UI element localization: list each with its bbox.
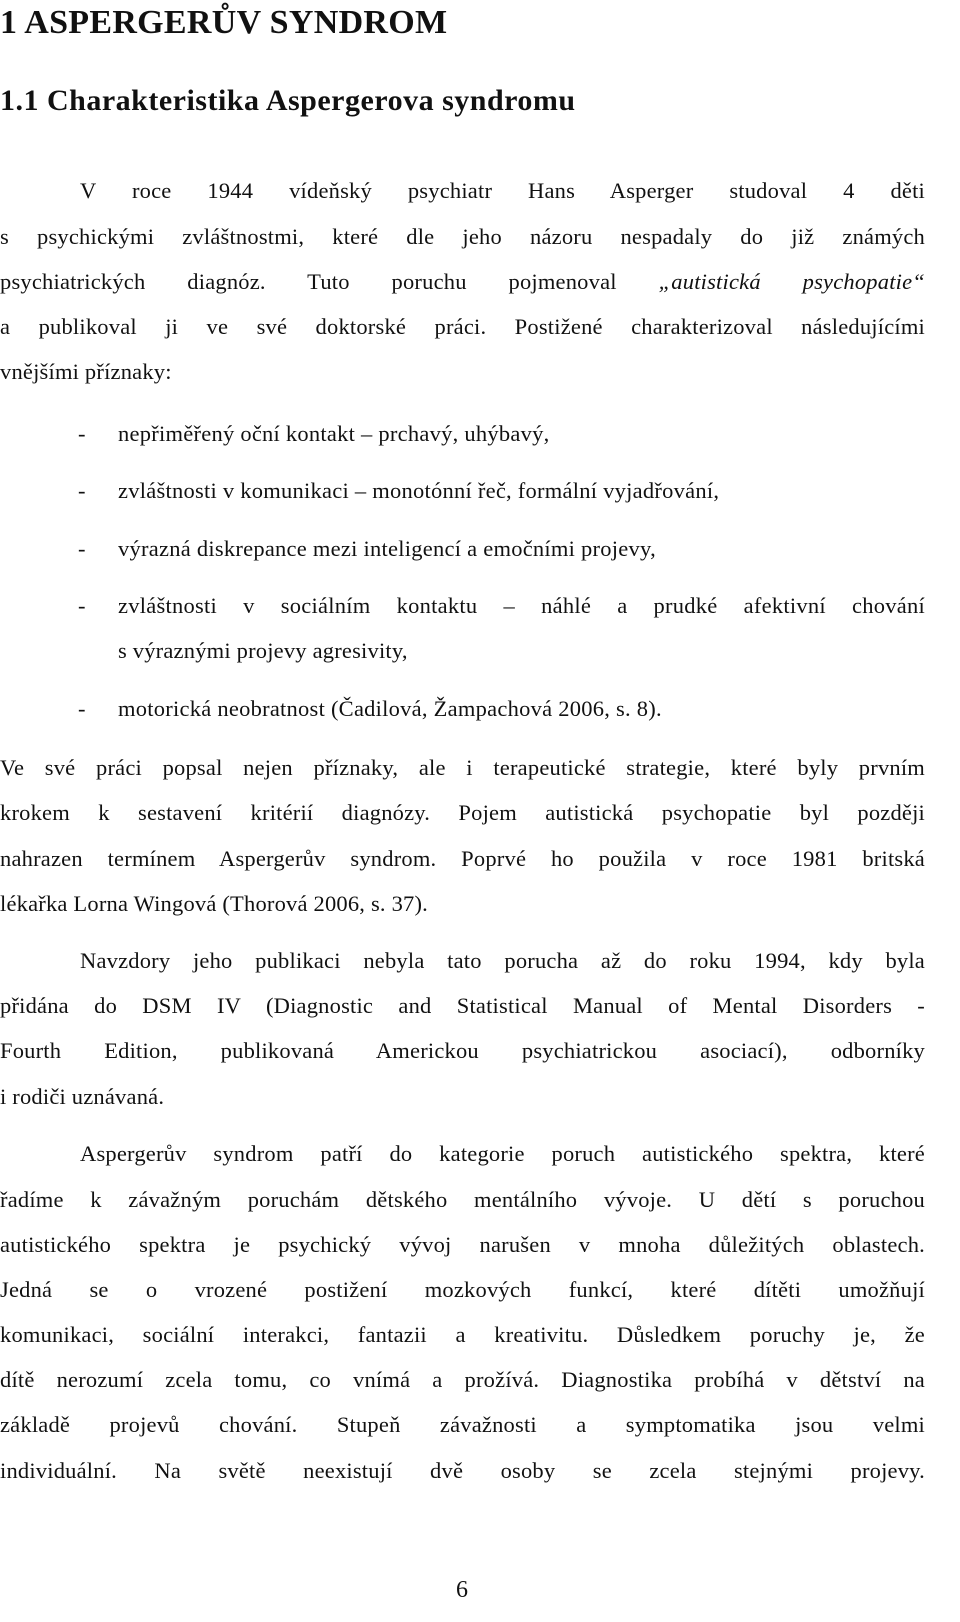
paragraph-line: a publikoval ji ve své doktorské práci. Postižené charakterizoval následujícími	[0, 314, 925, 339]
paragraph-line: autistického spektra je psychický vývoj narušen v mnoha důležitých oblastech.	[0, 1232, 925, 1257]
paragraph-line: komunikaci, sociální interakci, fantazii a kreativitu. Důsledkem poruchy je, že	[0, 1322, 925, 1347]
paragraph-line: Fourth Edition, publikovaná Americkou psychiatrickou asociací), odborníky	[0, 1038, 925, 1063]
paragraph-line: základě projevů chování. Stupeň závažnosti a symptomatika jsou velmi	[0, 1412, 925, 1437]
list-dash: -	[78, 593, 86, 618]
list-dash: -	[78, 696, 86, 721]
list-item-text: výrazná diskrepance mezi inteligencí a emočními projevy,	[118, 536, 656, 561]
list-dash: -	[78, 536, 86, 561]
list-item-continuation: s výraznými projevy agresivity,	[118, 638, 408, 663]
list-item-text: zvláštnosti v sociálním kontaktu – náhlé a prudké afektivní chování	[118, 593, 925, 618]
paragraph-line: krokem k sestavení kritérií diagnózy. Pojem autistická psychopatie byl později	[0, 800, 925, 825]
paragraph-line: i rodiči uznávaná.	[0, 1084, 165, 1109]
paragraph-line: Jedná se o vrozené postižení mozkových funkcí, které dítěti umožňují	[0, 1277, 925, 1302]
paragraph-line: Aspergerův syndrom patří do kategorie poruch autistického spektra, které	[80, 1141, 925, 1166]
list-item-text: nepřiměřený oční kontakt – prchavý, uhýbavý,	[118, 421, 550, 446]
italic-term: „autistická psychopatie“	[658, 269, 926, 294]
paragraph-line: V roce 1944 vídeňský psychiatr Hans Asperger studoval 4 děti	[80, 178, 925, 203]
list-item-text: zvláštnosti v komunikaci – monotónní řeč, formální vyjadřování,	[118, 478, 720, 503]
paragraph-line	[0, 268, 925, 296]
paragraph-line: řadíme k závažným poruchám dětského mentálního vývoje. U dětí s poruchou	[0, 1187, 925, 1212]
paragraph-line: lékařka Lorna Wingová (Thorová 2006, s. 37).	[0, 891, 428, 916]
paragraph-line: přidána do DSM IV (Diagnostic and Statistical Manual of Mental Disorders -	[0, 993, 925, 1018]
paragraph-line: s psychickými zvláštnostmi, které dle jeho názoru nespadaly do již známých	[0, 224, 925, 249]
paragraph-line: individuální. Na světě neexistují dvě osoby se zcela stejnými projevy.	[0, 1458, 925, 1483]
list-item-text: motorická neobratnost (Čadilová, Žampachová 2006, s. 8).	[118, 696, 662, 721]
paragraph-line: Navzdory jeho publikaci nebyla tato porucha až do roku 1994, kdy byla	[80, 948, 925, 973]
paragraph-line: nahrazen termínem Aspergerův syndrom. Poprvé ho použila v roce 1981 britská	[0, 846, 925, 871]
section-title: 1.1 Charakteristika Aspergerova syndromu	[0, 84, 576, 117]
paragraph-line: Ve své práci popsal nejen příznaky, ale i terapeutické strategie, které byly prvním	[0, 755, 925, 780]
paragraph-line: vnějšími příznaky:	[0, 359, 172, 384]
paragraph-line: dítě nerozumí zcela tomu, co vnímá a prožívá. Diagnostika probíhá v dětství na	[0, 1367, 925, 1392]
paragraph-text: psychiatrických diagnóz. Tuto poruchu pojmenoval	[0, 269, 659, 294]
list-dash: -	[78, 421, 86, 446]
chapter-title: 1 ASPERGERŮV SYNDROM	[0, 4, 448, 41]
page-number: 6	[456, 1577, 468, 1603]
list-dash: -	[78, 478, 86, 503]
